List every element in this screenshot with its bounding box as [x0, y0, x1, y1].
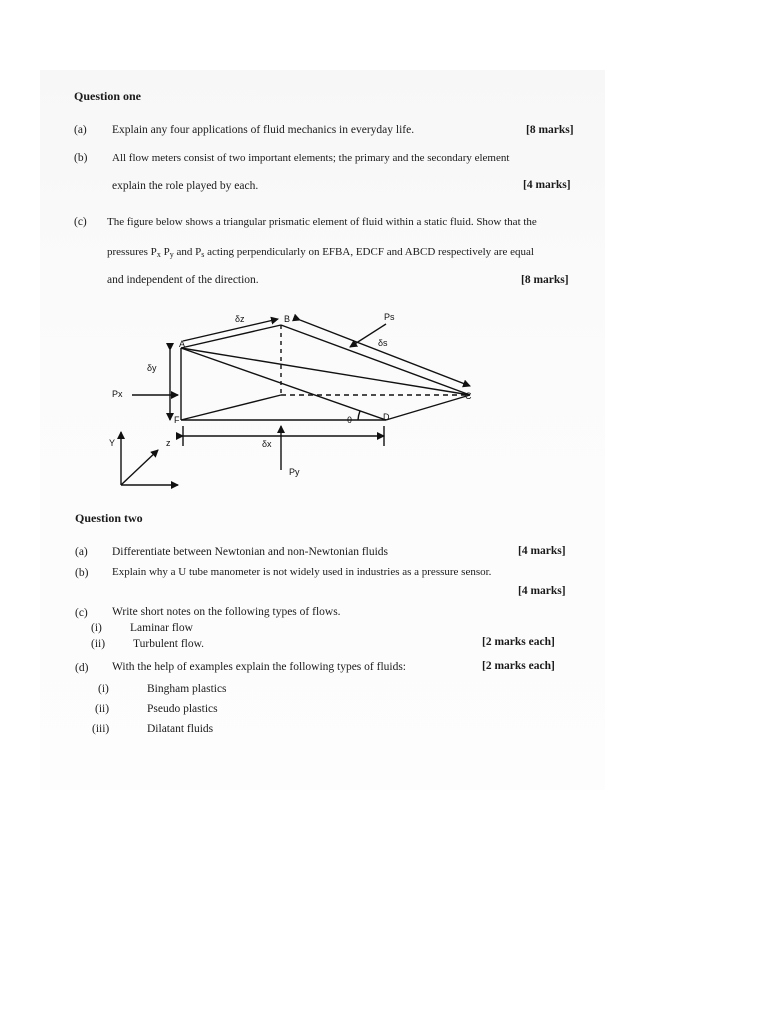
q2d-label: (d) — [75, 662, 89, 674]
q2c-marks: [2 marks each] — [482, 636, 555, 648]
edge-AB — [181, 325, 281, 348]
label-dy: δy — [147, 363, 157, 373]
q1a-text: Explain any four applications of fluid mechanics in everyday life. — [112, 124, 415, 136]
q2c-label: (c) — [75, 607, 88, 619]
label-B: B — [284, 314, 291, 324]
q2d-item-text: Pseudo plastics — [147, 703, 218, 715]
label-dz: δz — [235, 314, 245, 324]
theta-arc — [358, 411, 360, 420]
q2c-item-text: Laminar flow — [130, 622, 193, 634]
q2c-item-label: (i) — [91, 622, 102, 634]
q2a-marks: [4 marks] — [518, 545, 566, 557]
label-dx: δx — [262, 439, 272, 449]
q2c-text: Write short notes on the following types of flows. — [112, 606, 341, 618]
q1c-label: (c) — [74, 216, 87, 228]
label-z: z — [166, 438, 171, 448]
label-F: F — [174, 415, 180, 425]
q2d-item-label: (i) — [98, 683, 109, 695]
edge-BC — [281, 325, 470, 395]
axis-z — [121, 450, 158, 485]
diagonal-AD — [181, 348, 386, 420]
ds-arrow — [300, 320, 470, 386]
q1b-line1: All flow meters consist of two important elements; the primary and the secondary element — [112, 152, 510, 164]
q2b-marks: [4 marks] — [518, 585, 566, 597]
label-ds: δs — [378, 338, 388, 348]
q2d-item-label: (ii) — [95, 703, 110, 715]
q2c-item-text: Turbulent flow. — [133, 638, 205, 650]
q1a-marks: [8 marks] — [526, 124, 574, 136]
q2b-text: Explain why a U tube manometer is not widely used in industries as a pressure sensor. — [112, 566, 492, 578]
q2d-item-label: (iii) — [92, 723, 110, 735]
label-Ps: Ps — [384, 312, 395, 322]
label-Py: Py — [289, 467, 300, 477]
label-Y: Y — [109, 438, 116, 448]
label-C: C — [465, 391, 472, 401]
q1b-line2: explain the role played by each. — [112, 180, 259, 192]
q2a-text: Differentiate between Newtonian and non-Newtonian fluids — [112, 546, 389, 558]
prism-figure — [100, 300, 500, 500]
edge-AC — [181, 348, 470, 395]
question-one-heading: Question one — [74, 89, 142, 103]
q2d-item-text: Bingham plastics — [147, 683, 227, 695]
q1a-label: (a) — [74, 124, 87, 136]
q1c-marks: [8 marks] — [521, 274, 569, 286]
q1c-line1: The figure below shows a triangular prismatic element of fluid within a static fluid. Show that the — [107, 216, 537, 228]
label-D: D — [383, 412, 390, 422]
q2a-label: (a) — [75, 546, 88, 558]
label-A: A — [179, 339, 186, 349]
q1b-label: (b) — [74, 152, 88, 164]
q2c-item-label: (ii) — [91, 638, 106, 650]
q2d-item-text: Dilatant fluids — [147, 723, 214, 735]
q1b-marks: [4 marks] — [523, 179, 571, 191]
q2d-text: With the help of examples explain the following types of fluids: — [112, 661, 407, 673]
edge-FC-face — [181, 395, 281, 420]
q1c-line3: and independent of the direction. — [107, 274, 259, 286]
label-Px: Px — [112, 389, 123, 399]
q2d-marks: [2 marks each] — [482, 660, 555, 672]
edge-DC — [386, 395, 470, 420]
dz-arrow — [183, 319, 278, 341]
label-theta: θ — [347, 415, 353, 425]
q1c-line2: pressures Px Py and Ps acting perpendicularly on EFBA, EDCF and ABCD respectively are equal — [107, 246, 534, 259]
q2b-label: (b) — [75, 567, 89, 579]
question-two-heading: Question two — [75, 511, 143, 525]
